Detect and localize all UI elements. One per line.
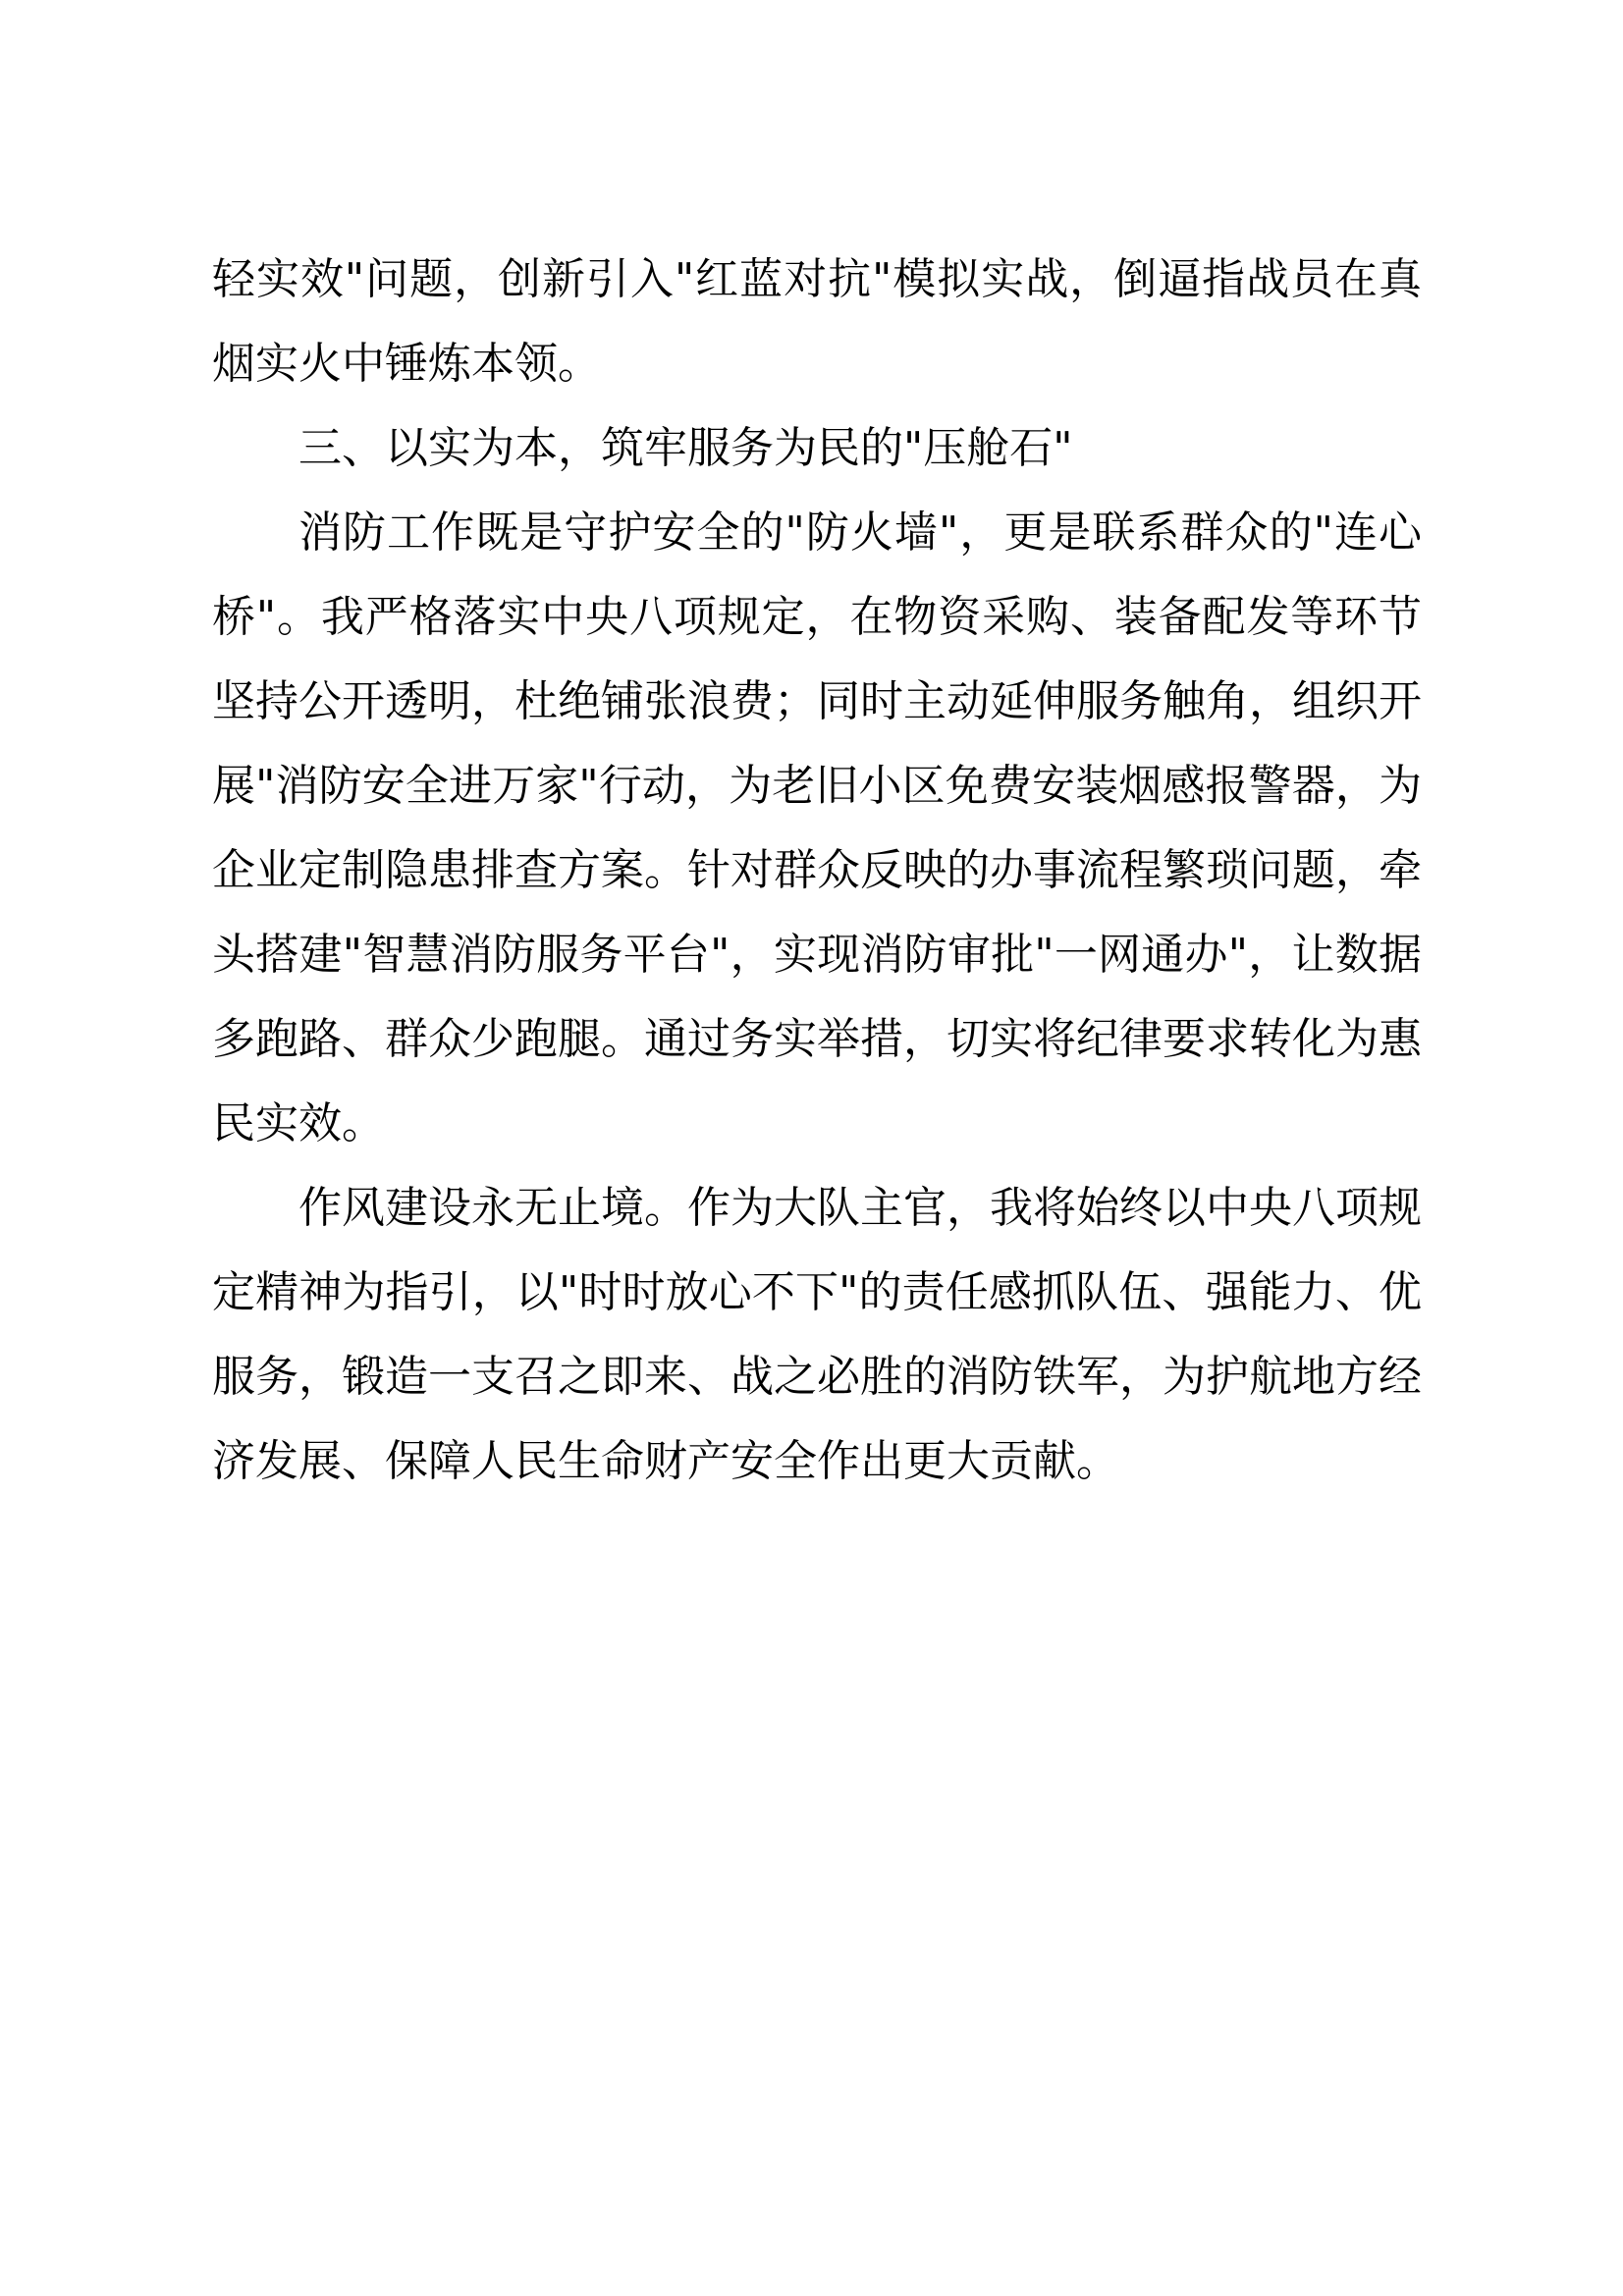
paragraph-conclusion: 作风建设永无止境。作为大队主官，我将始终以中央八项规定精神为指引，以"时时放心不下"的责任感抓队伍、强能力、优服务，锻造一支召之即来、战之必胜的消防铁军，为护航地方经济发展、保障人民生命财产安全作出更大贡献。: [212, 1183, 1422, 1486]
paragraph-service: 消防工作既是守护安全的"防火墙"，更是联系群众的"连心桥"。我严格落实中央八项规定，在物资采购、装备配发等环节坚持公开透明，杜绝铺张浪费；同时主动延伸服务触角，组织开展"消防安全进万家"行动，为老旧小区免费安装烟感报警器，为企业定制隐患排查方案。针对群众反映的办事流程繁琐问题，牵头搭建"智慧消防服务平台"，实现消防审批"一网通办"，让数据多跑路、群众少跑腿。通过务实举措，切实将纪律要求转化为惠民实效。: [212, 507, 1422, 1148]
section-heading-3: 三、以实为本，筑牢服务为民的"压舱石": [298, 423, 1073, 473]
paragraph-continuation: 轻实效"问题，创新引入"红蓝对抗"模拟实战，倒逼指战员在真烟实火中锤炼本领。: [212, 254, 1422, 389]
document-body: [212, 238, 1422, 1504]
